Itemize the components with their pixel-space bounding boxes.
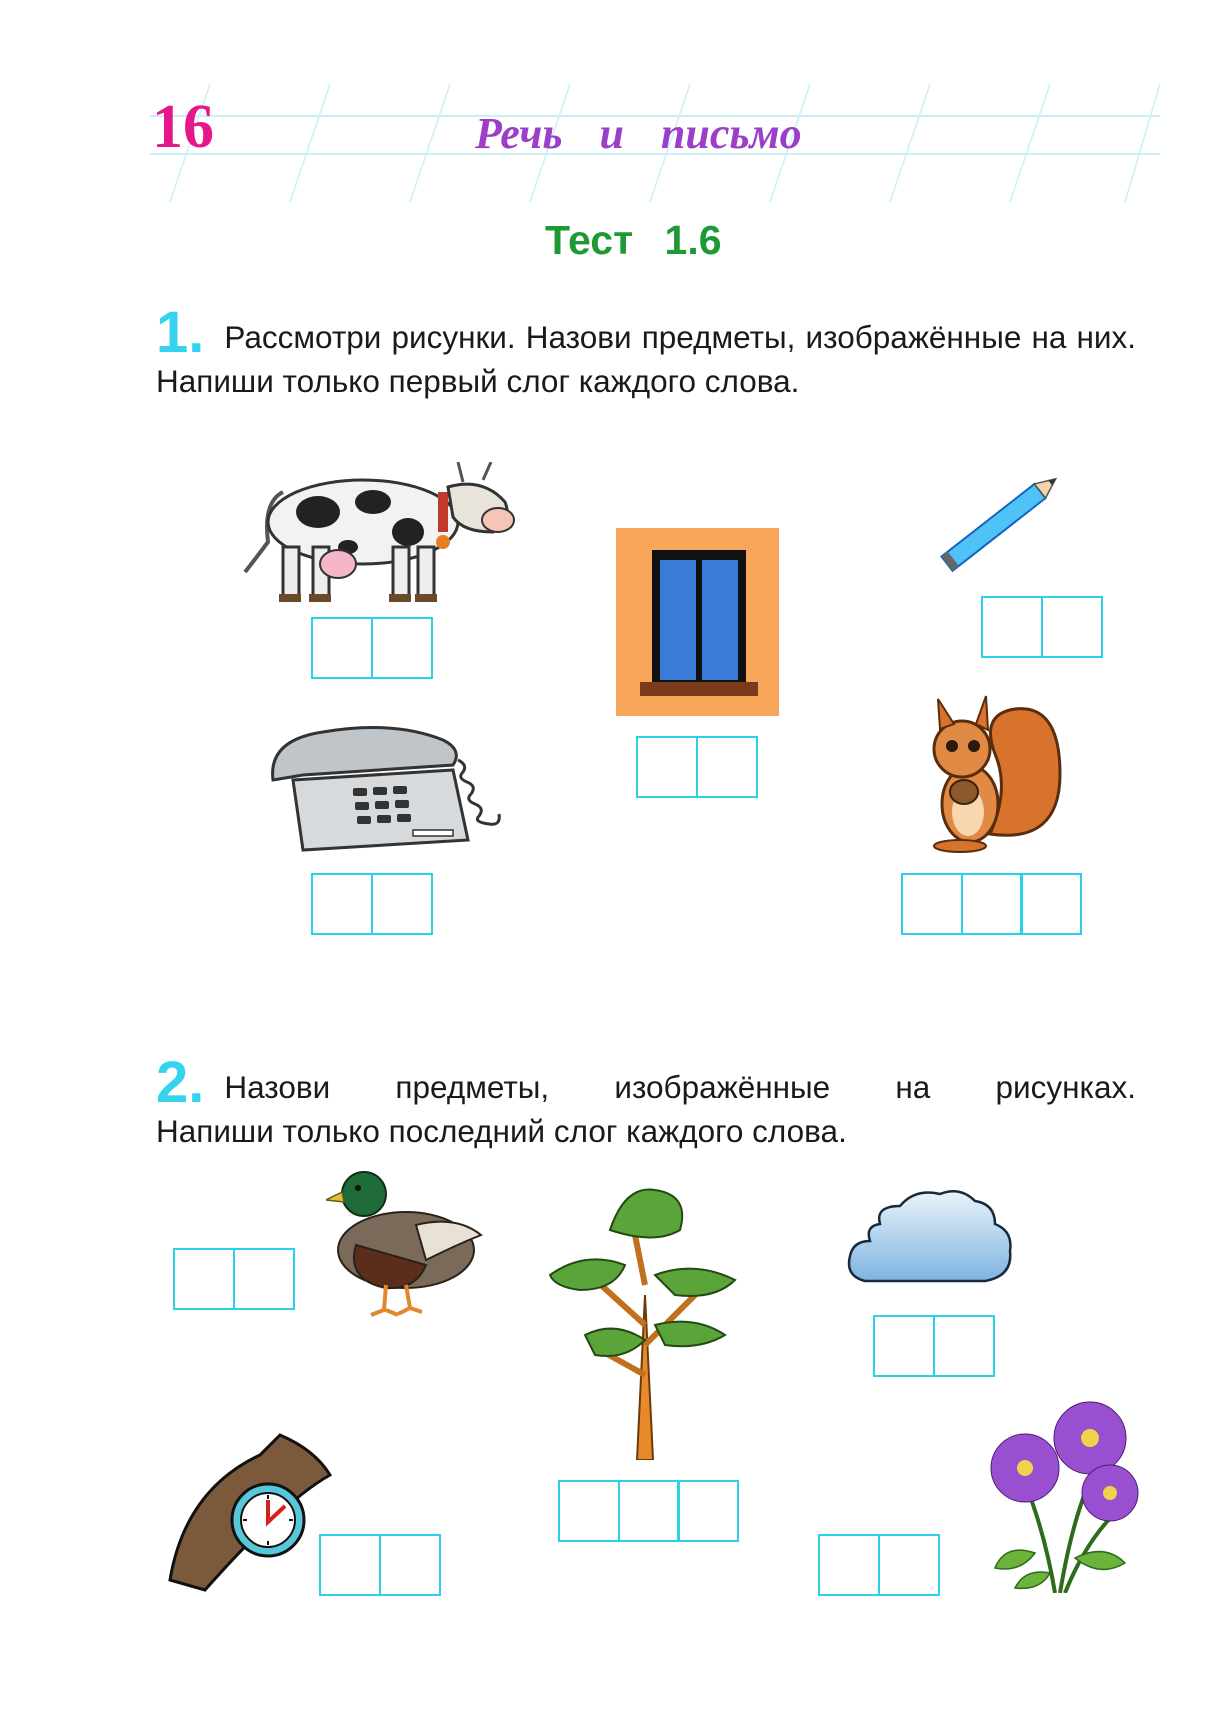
syllable-box[interactable] bbox=[319, 1534, 381, 1596]
telephone-icon bbox=[263, 720, 513, 855]
syllable-boxes-pencil[interactable] bbox=[981, 596, 1103, 658]
syllable-box[interactable] bbox=[878, 1534, 940, 1596]
syllable-box[interactable] bbox=[173, 1248, 235, 1310]
syllable-box[interactable] bbox=[933, 1315, 995, 1377]
syllable-box[interactable] bbox=[981, 596, 1043, 658]
syllable-box[interactable] bbox=[1020, 873, 1082, 935]
tree-icon bbox=[545, 1175, 740, 1460]
window-icon bbox=[616, 528, 779, 716]
wristwatch-icon bbox=[165, 1430, 335, 1592]
syllable-box[interactable] bbox=[818, 1534, 880, 1596]
task-1-instructions bbox=[156, 300, 1136, 401]
cow-icon bbox=[243, 462, 528, 612]
syllable-box[interactable] bbox=[233, 1248, 295, 1310]
syllable-boxes-squirrel[interactable] bbox=[901, 873, 1082, 935]
syllable-box[interactable] bbox=[618, 1480, 680, 1542]
task-2-instructions bbox=[156, 1050, 1136, 1151]
task-number: 2. bbox=[156, 1050, 205, 1115]
syllable-boxes-window[interactable] bbox=[636, 736, 758, 798]
aster-flowers-icon bbox=[975, 1393, 1140, 1593]
cloud-icon bbox=[845, 1186, 1015, 1296]
syllable-box[interactable] bbox=[636, 736, 698, 798]
syllable-boxes-aster[interactable] bbox=[818, 1534, 940, 1596]
task-text-line-1: Назови предметы, изображённые на рисунках. bbox=[224, 1069, 1136, 1105]
syllable-boxes-cow[interactable] bbox=[311, 617, 433, 679]
syllable-box[interactable] bbox=[371, 873, 433, 935]
task-text-line-2: Напиши только последний слог каждого слова. bbox=[156, 1113, 847, 1149]
syllable-box[interactable] bbox=[558, 1480, 620, 1542]
syllable-boxes-tree[interactable] bbox=[558, 1480, 739, 1542]
task-number: 1. bbox=[156, 300, 205, 365]
syllable-box[interactable] bbox=[311, 873, 373, 935]
duck-icon bbox=[326, 1170, 484, 1318]
syllable-box[interactable] bbox=[1041, 596, 1103, 658]
task-text: Рассмотри рисунки. Назови предметы, изображённые на них. Напиши только первый слог каждого слова. bbox=[156, 319, 1136, 399]
syllable-boxes-cloud[interactable] bbox=[873, 1315, 995, 1377]
syllable-box[interactable] bbox=[311, 617, 373, 679]
syllable-boxes-wristwatch[interactable] bbox=[319, 1534, 441, 1596]
test-title: Тест 1.6 bbox=[545, 217, 722, 263]
squirrel-icon bbox=[920, 694, 1065, 854]
syllable-box[interactable] bbox=[379, 1534, 441, 1596]
syllable-box[interactable] bbox=[873, 1315, 935, 1377]
pencil-icon bbox=[933, 462, 1071, 582]
syllable-box[interactable] bbox=[961, 873, 1023, 935]
syllable-box[interactable] bbox=[901, 873, 963, 935]
syllable-box[interactable] bbox=[677, 1480, 739, 1542]
syllable-boxes-duck[interactable] bbox=[173, 1248, 295, 1310]
section-title: Речь и письмо bbox=[475, 109, 802, 158]
syllable-boxes-telephone[interactable] bbox=[311, 873, 433, 935]
page-number: 16 bbox=[152, 93, 214, 161]
syllable-box[interactable] bbox=[371, 617, 433, 679]
syllable-box[interactable] bbox=[696, 736, 758, 798]
